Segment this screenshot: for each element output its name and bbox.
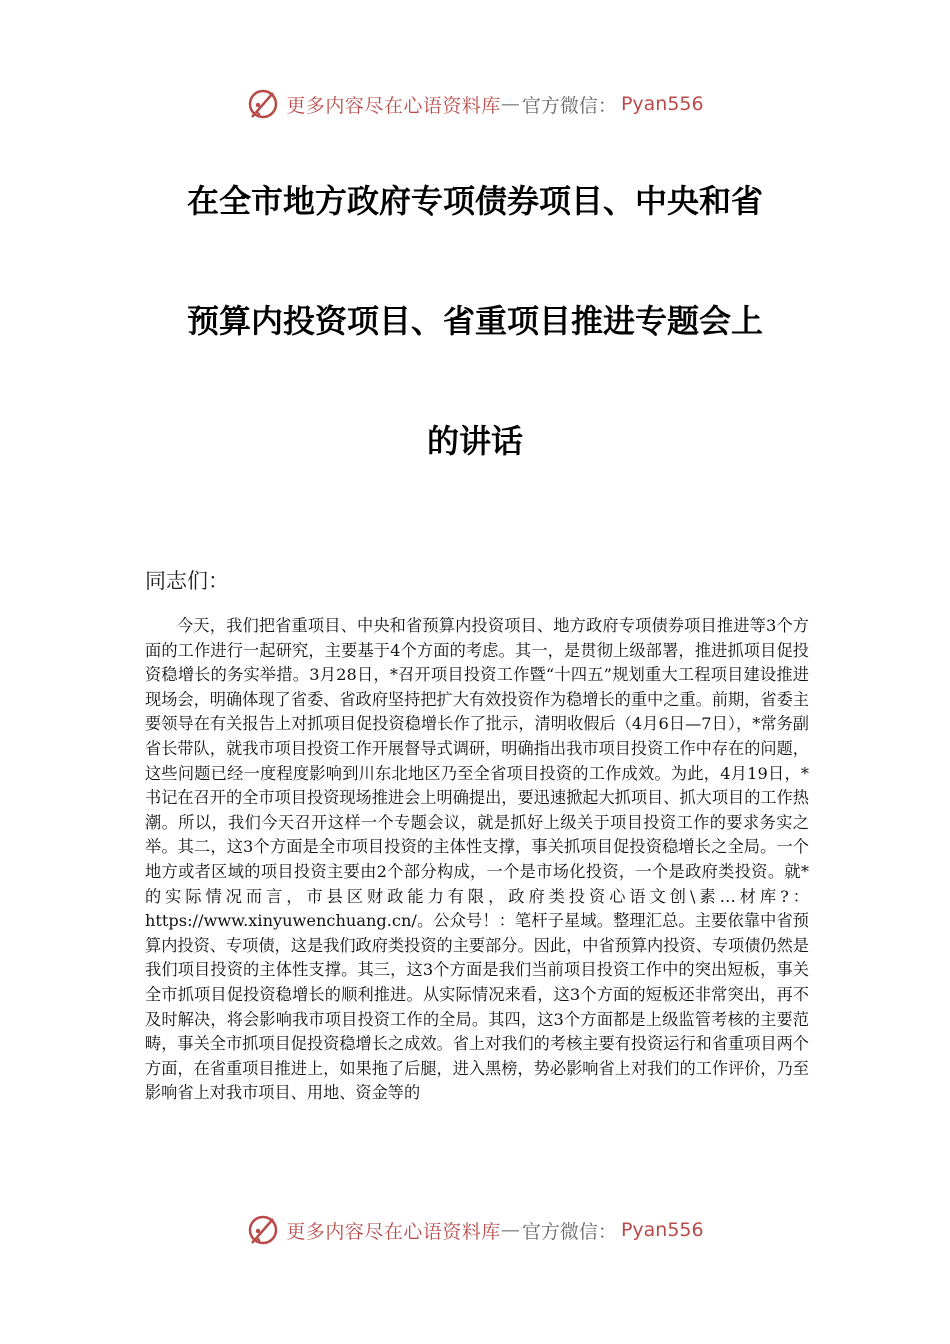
footer-banner-separator: — (500, 1219, 520, 1241)
banner-separator: — (500, 93, 520, 115)
banner-official-label: 官方微信： (521, 94, 617, 117)
footer-banner (0, 1210, 950, 1250)
footer-banner-wechat-id: Pyan556 (620, 1219, 704, 1241)
header-banner (0, 84, 950, 124)
banner-wechat-id: Pyan556 (620, 93, 704, 115)
salutation: 同志们： (145, 569, 229, 593)
title-line-1: 在全市地方政府专项债券项目、中央和省 (186, 182, 763, 220)
footer-banner-text: 更多内容尽在心语资料库 (286, 1220, 501, 1243)
pen-logo-icon (246, 1213, 280, 1247)
banner-text: 更多内容尽在心语资料库 (286, 94, 501, 117)
title-line-3: 的讲话 (426, 422, 523, 460)
pen-logo-icon (246, 87, 280, 121)
footer-banner-official-label: 官方微信： (521, 1220, 617, 1243)
body-paragraph: 今天，我们把省重项目、中央和省预算内投资项目、地方政府专项债券项目推进等3个方面的工作进行一起研究，主要基于4个方面的考虑。其一，是贯彻上级部署，推进抓项目促投资稳增长的务实举措。3月28日，*召开项目投资工作暨“十四五”规划重大工程项目建设推进现场会，明确体现了省委、省政府坚持把扩大有效投资作为稳增长的重中之重。前期，省委主要领导在有关报告上对抓项目促投资稳增长作了批示，清明收假后（4月6日—7日），*常务副省长带队，就我市项目投资工作开展督导式调研，明确指出我市项目投资工作中存在的问题，这些问题已经一度程度影响到川东北地区乃至全省项目投资的工作成效。为此，4月19日，*书记在召开的全市项目投资现场推进会上明确提出，要迅速掀起大抓项目、抓大项目的工作热潮。所以，我们今天召开这样一个专题会议，就是抓好上级关于项目投资工作的要求务实之举。其二，这3个方面是全市项目投资的主体性支撑，事关抓项目促投资稳增长之全局。一个地方或者区域的项目投资主要由2个部分构成，一个是市场化投资，一个是政府类投资。就*的实际情况而言，市县区财政能力有限，政府类投资心语文创\素…材库?：https://www.xinyuwenchuang.cn/。公众号！：笔杆子星域。整理汇总。主要依靠中省预算内投资、专项债，这是我们政府类投资的主要部分。因此，中省预算内投资、专项债仍然是我们项目投资的主体性支撑。其三，这3个方面是我们当前项目投资工作中的突出短板，事关全市抓项目促投资稳增长的顺利推进。从实际情况来看，这3个方面的短板还非常突出，再不及时解决，将会影响我市项目投资工作的全局。其四，这3个方面都是上级监管考核的主要范畴，事关全市抓项目促投资稳增长之成效。省上对我们的考核主要有投资运行和省重项目两个方面，在省重项目推进上，如果拖了后腿，进入黑榜，势必影响省上对我们的工作评价，乃至影响省上对我市项目、用地、资金等的 (145, 616, 809, 1103)
title-line-2: 预算内投资项目、省重项目推进专题会上 (186, 302, 763, 340)
